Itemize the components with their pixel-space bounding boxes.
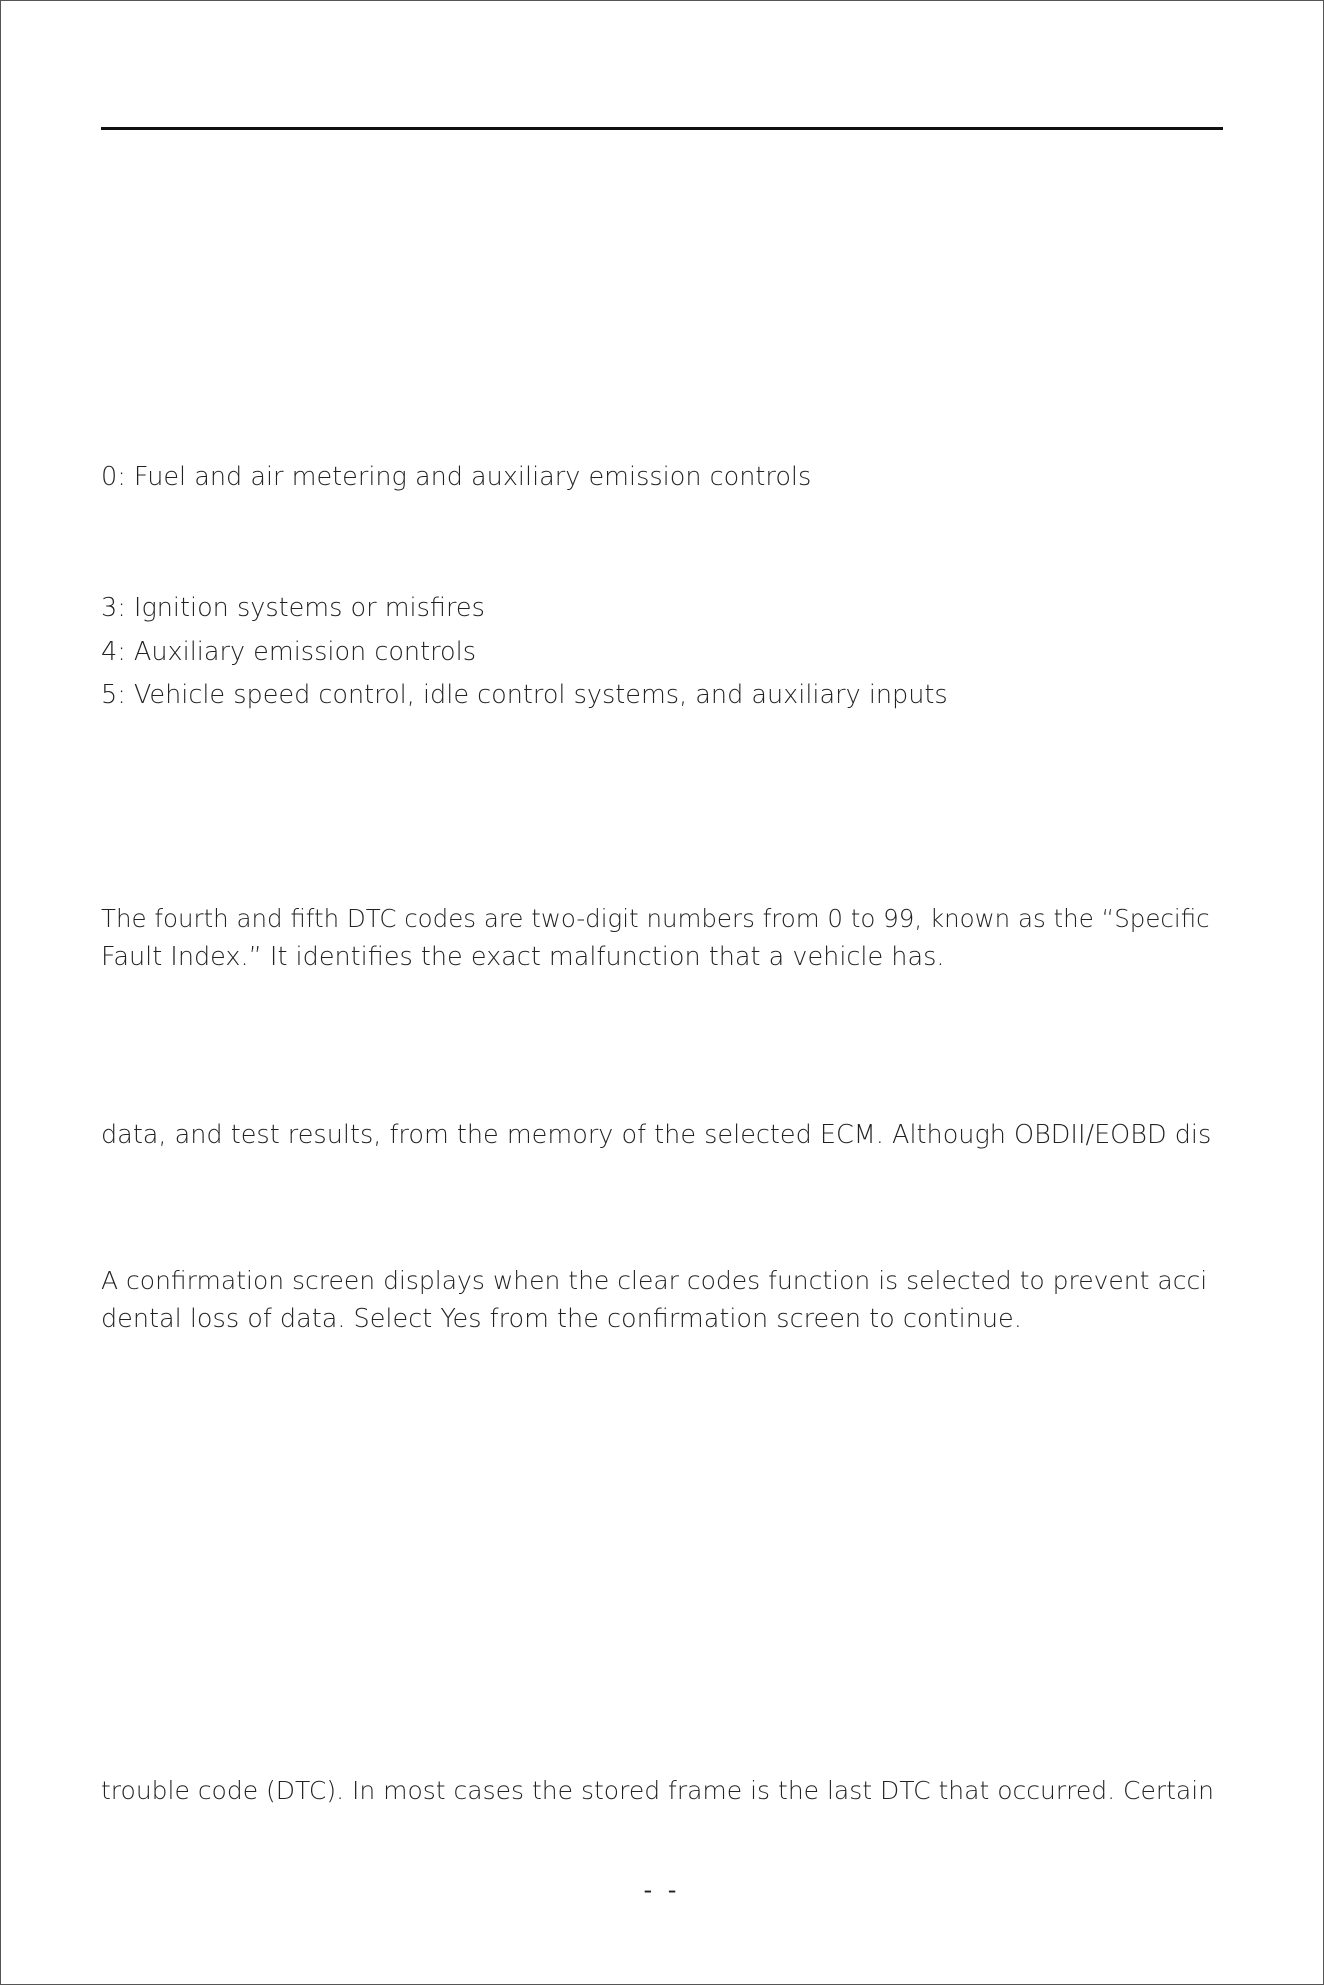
- text-line-fuel-air: 0: Fuel and air metering and auxiliary emission controls: [101, 462, 812, 492]
- text-line-aux-emission: 4: Auxiliary emission controls: [101, 637, 476, 667]
- text-line-ignition: 3: Ignition systems or misfires: [101, 593, 485, 623]
- text-line-confirm-2: dental loss of data. Select Yes from the confirmation screen to continue.: [101, 1304, 1022, 1334]
- text-line-confirm-1: A confirmation screen displays when the clear codes function is selected to prevent acci: [101, 1266, 1208, 1295]
- page-number: - -: [643, 1876, 681, 1904]
- text-line-fault-index-2: Fault Index.” It identifies the exact malfunction that a vehicle has.: [101, 942, 945, 972]
- text-line-read-data: data, and test results, from the memory of the selected ECM. Although OBDII/EOBD dis: [101, 1120, 1212, 1150]
- text-line-trouble-code: trouble code (DTC). In most cases the stored frame is the last DTC that occurred. Certain: [101, 1776, 1215, 1805]
- header-rule: [101, 127, 1223, 130]
- text-line-fault-index-1: The fourth and fifth DTC codes are two-digit numbers from 0 to 99, known as the “Specific: [101, 904, 1210, 933]
- text-line-vehicle-speed: 5: Vehicle speed control, idle control systems, and auxiliary inputs: [101, 680, 948, 710]
